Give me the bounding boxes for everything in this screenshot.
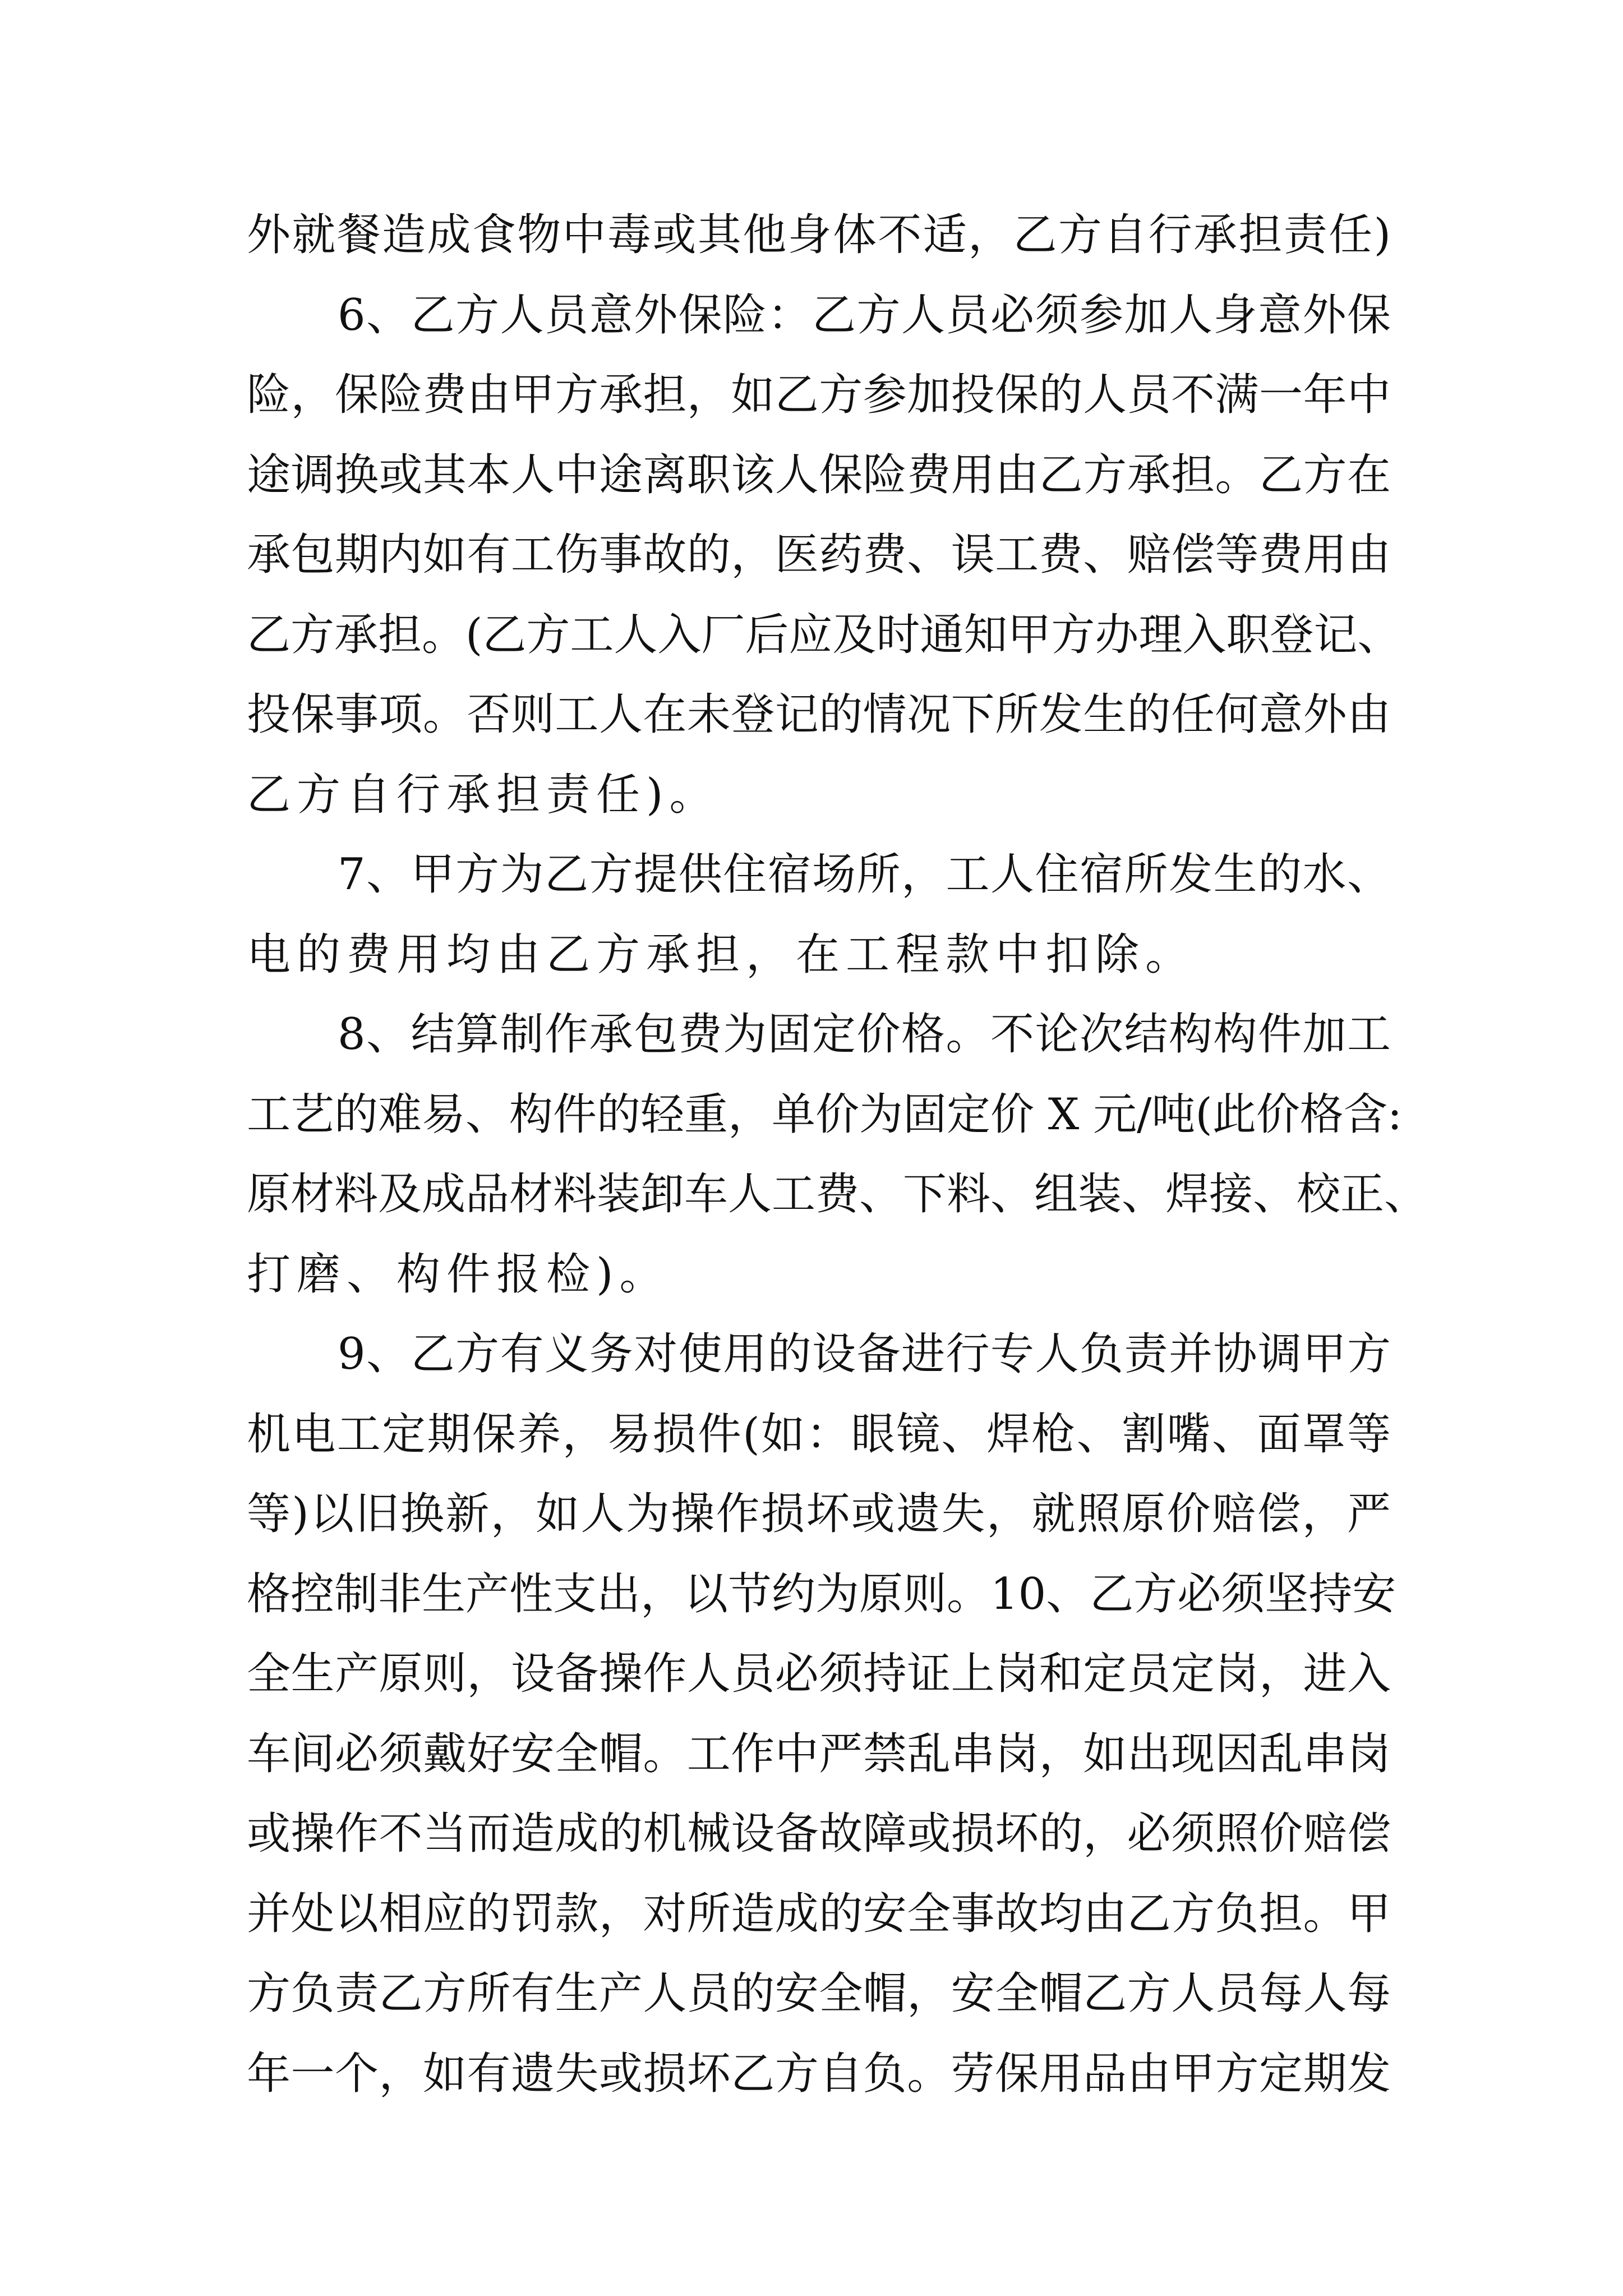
text-line: 外就餐造成食物中毒或其他身体不适，乙方自行承担责任) — [247, 210, 1391, 260]
text-line: 方负责乙方所有生产人员的安全帽，安全帽乙方人员每人每 — [247, 1968, 1391, 2019]
text-line: 车间必须戴好安全帽。工作中严禁乱串岗，如出现因乱串岗 — [247, 1728, 1391, 1779]
text-line: 承包期内如有工伤事故的，医药费、误工费、赔偿等费用由 — [247, 530, 1391, 580]
text-line: 8、结算制作承包费为固定价格。不论次结构构件加工 — [338, 1009, 1391, 1060]
text-line: 乙方承担。(乙方工人入厂后应及时通知甲方办理入职登记、 — [247, 609, 1401, 660]
text-line: 机电工定期保养，易损件(如：眼镜、焊枪、割嘴、面罩等 — [247, 1409, 1391, 1460]
text-line: 工艺的难易、构件的轻重，单价为固定价 X 元/吨(此价格含: — [247, 1089, 1403, 1140]
text-line: 7、甲方为乙方提供住宿场所，工人住宿所发生的水、 — [338, 849, 1391, 900]
text-line: 原材料及成品材料装卸车人工费、下料、组装、焊接、校正、 — [247, 1169, 1428, 1220]
text-line: 或操作不当而造成的机械设备故障或损坏的，必须照价赔偿 — [247, 1809, 1391, 1859]
text-line: 并处以相应的罚款，对所造成的安全事故均由乙方负担。甲 — [247, 1888, 1391, 1939]
text-line: 电的费用均由乙方承担，在工程款中扣除。 — [247, 929, 1196, 980]
text-line: 等)以旧换新，如人为操作损坏或遗失，就照原价赔偿，严 — [247, 1489, 1391, 1539]
text-line: 9、乙方有义务对使用的设备进行专人负责并协调甲方 — [338, 1329, 1391, 1379]
text-line: 投保事项。否则工人在未登记的情况下所发生的任何意外由 — [247, 689, 1391, 740]
body-text — [247, 195, 1428, 2114]
text-line: 年一个，如有遗失或损坏乙方自负。劳保用品由甲方定期发 — [247, 2048, 1391, 2099]
text-line: 乙方自行承担责任)。 — [247, 769, 720, 820]
text-line: 6、乙方人员意外保险：乙方人员必须参加人身意外保 — [338, 289, 1391, 341]
text-line: 全生产原则，设备操作人员必须持证上岗和定员定岗，进入 — [247, 1649, 1391, 1699]
text-line: 格控制非生产性支出，以节约为原则。10、乙方必须坚持安 — [247, 1568, 1396, 1619]
text-line: 险，保险费由甲方承担，如乙方参加投保的人员不满一年中 — [247, 370, 1391, 420]
text-line: 打磨、构件报检)。 — [247, 1249, 670, 1300]
text-line: 途调换或其本人中途离职该人保险费用由乙方承担。乙方在 — [247, 449, 1391, 500]
